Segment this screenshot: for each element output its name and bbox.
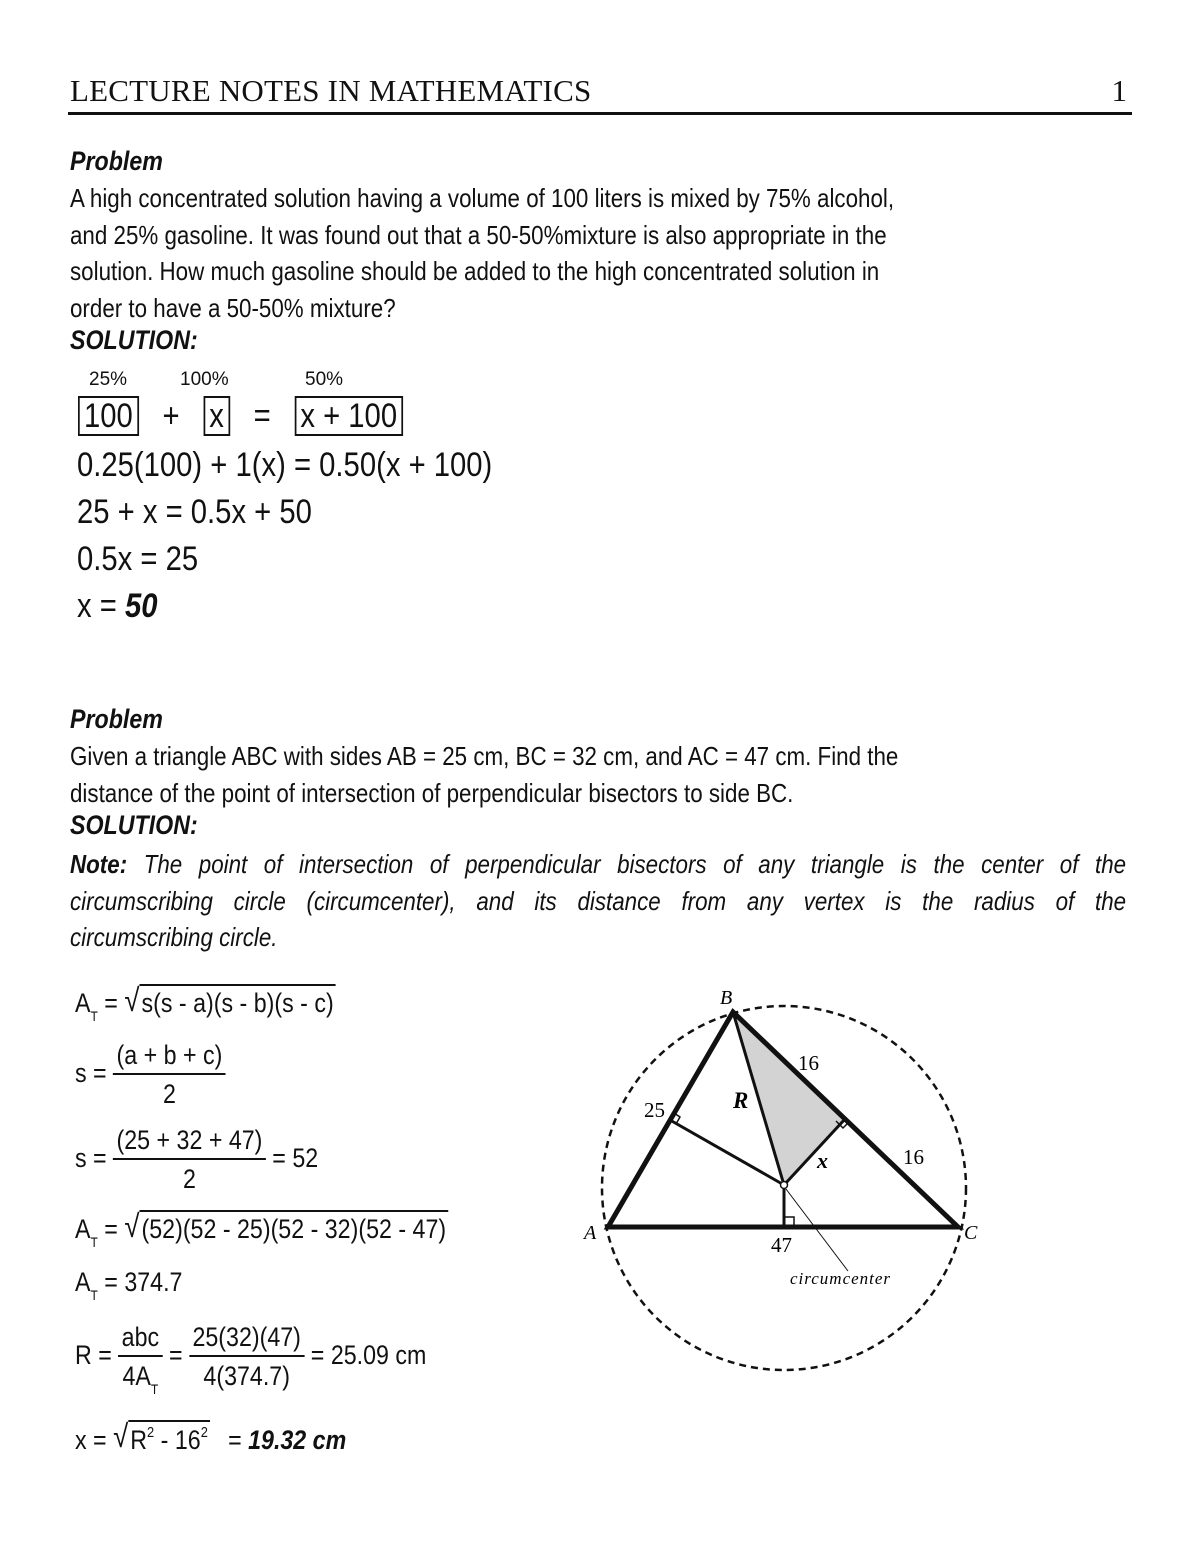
circumradius-formula: R = $\frac{\text{abc}}{4A_T}$ = $\frac{25(32)(47)}{4(374.7)}$ = 25.09 cm [75,1322,427,1397]
header-rule [68,112,1132,115]
heron-substitution: $A_T$ = √ (52)(52 - 25)(52 - 32)(52 - 47) [75,1208,447,1250]
box-x: x [203,396,230,436]
vertex-label-b: B [720,987,733,1009]
problem2-text [70,738,1126,811]
problem1-line: order to have a 50-50% mixture? [70,292,396,323]
box-label-100: 100% [180,369,229,390]
problem2-line: distance of the point of intersection of perpendicular bisectors to side BC. [70,777,794,808]
semiperimeter-value: s = $\frac{(25 + 32 + 47)}{2}$ = 52 [75,1125,319,1194]
box-x-plus-100: x + 100 [294,396,403,436]
area-result: $A_T = 374.7$ [75,1267,183,1303]
shaded-region [733,1012,845,1185]
problem2-solution-label: SOLUTION: [70,810,198,840]
equals-sign: = [253,397,271,435]
solution-step: 0.5x = 25 [77,540,199,578]
semiperimeter-formula: s = $\frac{(a + b + c)}{2}$ [75,1040,226,1110]
boxed-equation [78,396,456,436]
problem1-line: solution. How much gasoline should be added to the high concentrated solution in [70,256,880,286]
problem2-line: Given a triangle ABC with sides AB = 25 cm, BC = 32 cm, and AC = 47 cm. Find the [70,741,899,771]
running-header-title: LECTURE NOTES IN MATHEMATICS [70,73,592,108]
note-paragraph: Note: The point of intersection of perpendicular bisectors of any triangle is the center of the circumscribing circle (circumcenter), and its distance from any vertex is the radius of the circumscribing circle. [70,849,1127,952]
problem1-heading: Problem [70,146,163,176]
side-label-47: 47 [771,1233,792,1257]
heron-formula: $A_T$ = √ s(s - a)(s - b)(s - c) [75,982,334,1024]
circumcenter-point [781,1182,788,1189]
final-answer: x = 50 [77,587,158,625]
vertex-label-c: C [964,1222,978,1244]
side-label-16-lower: 16 [903,1145,924,1169]
problem1-text [70,180,1126,326]
distance-answer: 19.32 cm [248,1425,347,1455]
problem2-heading: Problem [70,704,163,734]
vertex-label-a: A [584,1222,597,1244]
solution-step: 0.25(100) + 1(x) = 0.50(x + 100) [77,446,493,484]
box-label-50: 50% [305,369,344,390]
plus-sign: + [162,397,180,435]
page-number: 1 [1111,73,1127,108]
problem1-line: A high concentrated solution having a volume of 100 liters is mixed by 75% alcohol, [70,183,895,213]
side-label-25: 25 [644,1098,665,1122]
box-label-25: 25% [89,369,128,390]
box-100: 100 [78,396,139,436]
circumcenter-pointer [786,1189,848,1271]
side-label-16-upper: 16 [798,1051,819,1075]
solution-step: 25 + x = 0.5x + 50 [77,493,312,531]
distance-formula: x = √ $R^2 - 16^2 = 19.32$ cm [75,1418,347,1455]
radius-label: R [733,1088,749,1113]
triangle-circumcircle-figure [570,975,1010,1385]
problem1-line: and 25% gasoline. It was found out that a 50-50%mixture is also appropriate in the [70,219,887,250]
distance-label-x: x [817,1148,828,1173]
note-label: Note: [70,849,128,879]
problem1-solution-label: SOLUTION: [70,325,198,355]
circumcenter-label: circumcenter [790,1269,892,1288]
